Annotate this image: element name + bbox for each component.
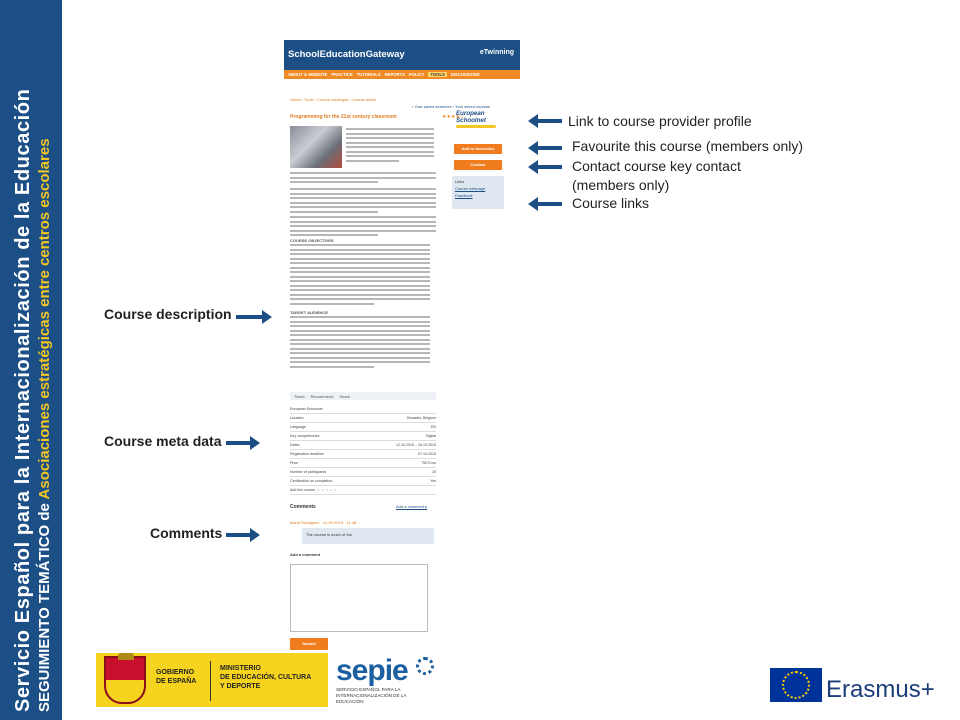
crown-icon bbox=[118, 653, 134, 660]
saved-links: › Your saved searches › Your saved courses bbox=[412, 104, 491, 109]
gobierno-logo bbox=[96, 653, 328, 707]
course-page-screenshot bbox=[284, 40, 520, 652]
text-line bbox=[290, 361, 430, 363]
site-logo: SchoolEducationGateway bbox=[288, 49, 405, 60]
meta-row bbox=[290, 424, 436, 432]
site-nav bbox=[284, 70, 520, 79]
sepie-sub-1: SERVICIO ESPAÑOL PARA LA bbox=[336, 687, 401, 692]
comment-author: Maria Rodriguez · 14.05.2015 · 11:48 bbox=[290, 520, 357, 525]
text-line bbox=[290, 211, 378, 213]
text-line bbox=[290, 216, 436, 218]
meta-row bbox=[290, 478, 436, 486]
nav-item: REPORTS bbox=[384, 72, 405, 77]
annotation-description: Course description bbox=[104, 306, 232, 322]
text-line bbox=[290, 316, 430, 318]
course-webpage-link: Course webpage bbox=[455, 186, 486, 191]
course-title: Programming for the 21st century classroom bbox=[290, 114, 397, 120]
add-comment-link: Add a comment ▸ bbox=[396, 504, 428, 509]
contact-button: Contact bbox=[454, 160, 502, 170]
text-line bbox=[290, 339, 430, 341]
text-line bbox=[290, 206, 436, 208]
submit-button: Submit bbox=[290, 638, 328, 650]
breadcrumb: Home › Tools › Course catalogue › Course detail bbox=[290, 97, 376, 102]
meta-key: Key competencies bbox=[290, 434, 320, 438]
meta-value: Digital bbox=[426, 434, 436, 438]
text-line bbox=[290, 325, 430, 327]
nav-item: DISCUSSIONS bbox=[450, 72, 480, 77]
text-line bbox=[290, 271, 430, 273]
text-line bbox=[346, 133, 434, 135]
text-line bbox=[290, 330, 430, 332]
text-line bbox=[346, 155, 434, 157]
text-line bbox=[290, 262, 430, 264]
sidebar-title: Servicio Español para la Internacionalización de la Educación bbox=[12, 88, 34, 712]
sepie-sub-2: INTERNACIONALIZACIÓN DE LA EDUCACIÓN bbox=[336, 693, 407, 704]
text-line bbox=[290, 221, 436, 223]
links-arrow bbox=[536, 202, 562, 206]
ministerio-line2: DE EDUCACIÓN, CULTURA bbox=[220, 674, 312, 681]
text-line bbox=[346, 137, 434, 139]
course-photo bbox=[290, 126, 342, 168]
meta-key: Price bbox=[290, 461, 299, 465]
text-line bbox=[290, 249, 430, 251]
meta-key: Registration deadline bbox=[290, 452, 324, 456]
meta-key: Language bbox=[290, 425, 306, 429]
etwinning-logo: eTwinning bbox=[479, 49, 514, 56]
annotation-contact-1: Contact course key contact bbox=[572, 158, 741, 174]
sidebar-subtitle-highlight: Asociaciones estratégicas entre centros escolares bbox=[36, 138, 53, 500]
add-comment-label: Add a comment bbox=[290, 552, 321, 557]
objectives-heading: COURSE OBJECTIVES bbox=[290, 238, 334, 243]
text-line bbox=[290, 334, 430, 336]
text-line bbox=[290, 197, 436, 199]
annotation-favourite: Favourite this course (members only) bbox=[572, 138, 804, 154]
meta-key: Certification on completion bbox=[290, 479, 333, 483]
text-line bbox=[290, 366, 374, 368]
text-line bbox=[290, 352, 430, 354]
nav-item: POLICY bbox=[408, 72, 425, 77]
sepie-wordmark: sepie bbox=[336, 654, 408, 687]
provider-logo-swoosh bbox=[456, 125, 496, 128]
social-bar bbox=[290, 392, 436, 400]
share-button: Share bbox=[339, 393, 351, 399]
meta-row bbox=[290, 451, 436, 459]
text-line bbox=[290, 177, 436, 179]
meta-row bbox=[290, 487, 436, 495]
annotation-provider: Link to course provider profile bbox=[568, 113, 752, 129]
text-line bbox=[290, 188, 436, 190]
meta-key: Number of participants bbox=[290, 470, 327, 474]
eu-flag-icon bbox=[770, 668, 822, 702]
text-line bbox=[290, 294, 430, 296]
meta-value: 750 Euro bbox=[421, 461, 436, 465]
meta-key: European Schoolnet bbox=[290, 407, 323, 411]
meta-value: 12.10.2015 – 16.10.2015 bbox=[396, 443, 436, 447]
gobierno-line2: DE ESPAÑA bbox=[156, 678, 197, 685]
ministerio-line3: Y DEPORTE bbox=[220, 683, 261, 690]
annotation-meta: Course meta data bbox=[104, 433, 222, 449]
comments-arrow bbox=[226, 533, 252, 537]
text-line bbox=[290, 343, 430, 345]
text-line bbox=[290, 276, 430, 278]
text-line bbox=[290, 289, 430, 291]
description-arrow bbox=[236, 315, 264, 319]
comment-text: The course is much of fun bbox=[302, 528, 434, 544]
meta-value: EN bbox=[431, 425, 436, 429]
annotation-links: Course links bbox=[572, 195, 650, 211]
logo-separator bbox=[210, 661, 211, 701]
links-heading: Links bbox=[455, 179, 465, 184]
annotation-contact-2: (members only) bbox=[572, 177, 670, 193]
text-line bbox=[290, 348, 430, 350]
eu-stars-ring bbox=[782, 671, 810, 699]
text-line bbox=[290, 230, 436, 232]
text-line bbox=[346, 146, 434, 148]
meta-value: Yes bbox=[430, 479, 436, 483]
ministerio-line1: MINISTERIO bbox=[220, 665, 261, 672]
text-line bbox=[290, 357, 430, 359]
text-line bbox=[290, 202, 436, 204]
meta-value: 25 bbox=[432, 470, 436, 474]
nav-item: TUTORIALS bbox=[356, 72, 381, 77]
meta-row bbox=[290, 433, 436, 441]
audience-heading: TARGET AUDIENCE bbox=[290, 310, 328, 315]
meta-row bbox=[290, 406, 436, 414]
text-line bbox=[290, 303, 374, 305]
meta-key: Location bbox=[290, 416, 304, 420]
text-line bbox=[290, 258, 430, 260]
recommend-button: Recommend bbox=[310, 393, 334, 399]
comments-heading: Comments bbox=[290, 504, 316, 510]
text-line bbox=[346, 160, 399, 162]
favourite-arrow bbox=[536, 146, 562, 150]
contact-arrow bbox=[536, 165, 562, 169]
sidebar-banner bbox=[0, 0, 62, 720]
gobierno-line1: GOBIERNO bbox=[156, 669, 195, 676]
text-line bbox=[346, 151, 434, 153]
nav-item: PRACTICE bbox=[331, 72, 353, 77]
sidebar-subtitle bbox=[36, 138, 53, 712]
meta-row bbox=[290, 442, 436, 450]
sidebar-subtitle-prefix: SEGUIMIENTO TEMÁTICO de bbox=[36, 499, 53, 712]
meta-key: Dates bbox=[290, 443, 300, 447]
meta-arrow bbox=[226, 441, 252, 445]
rating-stars: ★★★★☆ bbox=[442, 114, 465, 120]
sepie-dots-icon bbox=[416, 657, 434, 675]
nav-item: ABOUT & WEBSITE bbox=[288, 72, 328, 77]
facebook-link: Facebook bbox=[455, 193, 473, 198]
meta-value: Brussels, Belgium bbox=[407, 416, 436, 420]
text-line bbox=[290, 234, 378, 236]
comment-textarea bbox=[290, 564, 428, 632]
text-line bbox=[290, 285, 430, 287]
links-box bbox=[452, 176, 504, 209]
provider-logo bbox=[456, 110, 502, 128]
provider-arrow bbox=[536, 119, 562, 123]
meta-value: 07.10.2015 bbox=[418, 452, 436, 456]
coat-of-arms-icon bbox=[104, 656, 146, 704]
text-line bbox=[290, 244, 430, 246]
text-line bbox=[346, 142, 434, 144]
text-line bbox=[346, 128, 434, 130]
text-line bbox=[290, 225, 436, 227]
sepie-logo bbox=[336, 655, 432, 707]
meta-row bbox=[290, 469, 436, 477]
text-line bbox=[290, 298, 430, 300]
erasmus-logo: Erasmus+ bbox=[826, 676, 935, 703]
text-line bbox=[290, 280, 430, 282]
text-line bbox=[290, 253, 430, 255]
meta-key: Add this course: ☆ ☆ ☆ ☆ ☆ bbox=[290, 488, 337, 492]
add-to-favourites-button: Add to favourites bbox=[454, 144, 502, 154]
text-line bbox=[290, 267, 430, 269]
text-line bbox=[290, 321, 430, 323]
meta-row bbox=[290, 460, 436, 468]
text-line bbox=[290, 181, 378, 183]
meta-row bbox=[290, 415, 436, 423]
nav-item: TOOLS bbox=[430, 72, 445, 77]
annotation-comments: Comments bbox=[150, 525, 223, 541]
site-header bbox=[284, 40, 520, 70]
provider-logo-text: European Schoolnet bbox=[456, 110, 486, 124]
text-line bbox=[290, 172, 436, 174]
tweet-button: Tweet bbox=[294, 393, 305, 399]
text-line bbox=[290, 193, 436, 195]
